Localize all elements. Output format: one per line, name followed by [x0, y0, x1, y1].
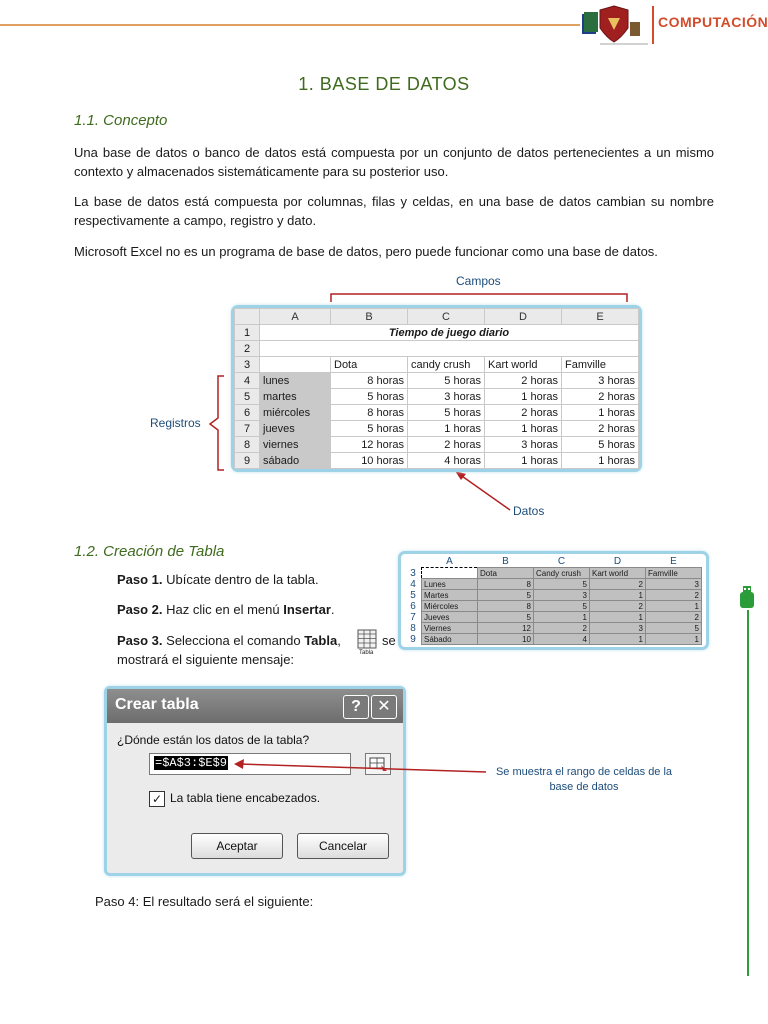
value-cell: 1: [590, 590, 646, 601]
value-cell: 8 horas: [331, 405, 408, 421]
value-cell: 5 horas: [331, 389, 408, 405]
col-header: A: [260, 309, 331, 325]
field-name: Kart world: [590, 568, 646, 579]
row-number: 4: [405, 579, 422, 590]
value-cell: 1 horas: [562, 453, 639, 469]
label-datos: Datos: [513, 504, 545, 518]
step-4: Paso 4: El resultado será el siguiente:: [95, 894, 314, 909]
side-rule: [747, 610, 749, 976]
help-button[interactable]: ?: [343, 695, 369, 719]
field-name: Candy crush: [534, 568, 590, 579]
day-cell: martes: [260, 389, 331, 405]
value-cell: 10: [478, 634, 534, 645]
table-icon-caption: Tabla: [359, 650, 374, 656]
step-1: [117, 572, 319, 587]
day-cell: Miércoles: [422, 601, 478, 612]
value-cell: 1: [534, 612, 590, 623]
day-cell: jueves: [260, 421, 331, 437]
excel-sheet-figure: [231, 305, 642, 472]
value-cell: 3 horas: [408, 389, 485, 405]
table-row: [405, 612, 702, 623]
value-cell: 4 horas: [408, 453, 485, 469]
row-number: 7: [235, 421, 260, 437]
step-3-cont-2: mostrará el siguiente mensaje:: [117, 652, 295, 667]
value-cell: 1: [590, 634, 646, 645]
col-header: C: [534, 556, 590, 568]
range-input-value: =$A$3:$E$9: [155, 756, 228, 770]
step-3-label: Paso 3.: [117, 633, 163, 648]
table-row: [235, 389, 639, 405]
corner-cell: [405, 556, 422, 568]
excel-sheet-table: [234, 308, 639, 469]
step-3-end: ,: [337, 633, 341, 648]
selected-sheet-table: [405, 556, 702, 645]
paragraph-3: Microsoft Excel no es un programa de base de datos, pero puede funcionar como una base de datos.: [74, 244, 658, 259]
value-cell: 1 horas: [485, 421, 562, 437]
value-cell: 3: [590, 623, 646, 634]
col-header: D: [485, 309, 562, 325]
table-grid-icon: [357, 629, 377, 649]
step-3: [117, 633, 341, 648]
dialog-question: ¿Dónde están los datos de la tabla?: [117, 733, 310, 747]
step-2-bold: Insertar: [283, 602, 331, 617]
value-cell: 3: [646, 579, 702, 590]
field-name: candy crush: [408, 357, 485, 373]
value-cell: 2: [590, 579, 646, 590]
value-cell: 5 horas: [408, 373, 485, 389]
range-annotation: Se muestra el rango de celdas de la base de datos: [495, 766, 673, 793]
value-cell: 2 horas: [485, 373, 562, 389]
field-name: Dota: [331, 357, 408, 373]
col-header: A: [422, 556, 478, 568]
value-cell: 2: [590, 601, 646, 612]
table-row: [235, 453, 639, 469]
row-number: 2: [235, 341, 260, 357]
row-number: 9: [405, 634, 422, 645]
col-header: D: [590, 556, 646, 568]
table-row: [235, 373, 639, 389]
row-number: 8: [235, 437, 260, 453]
step-2-text: Haz clic en el menú: [162, 602, 284, 617]
step-2-label: Paso 2.: [117, 602, 163, 617]
value-cell: 2 horas: [408, 437, 485, 453]
step-1-label: Paso 1.: [117, 572, 163, 587]
step-1-text: Ubícate dentro de la tabla.: [162, 572, 319, 587]
row-number: 1: [235, 325, 260, 341]
day-cell: Lunes: [422, 579, 478, 590]
value-cell: 8: [478, 601, 534, 612]
col-header: B: [331, 309, 408, 325]
table-row: [235, 437, 639, 453]
label-registros: Registros: [150, 416, 201, 430]
table-row: [405, 634, 702, 645]
active-cell: [422, 568, 478, 579]
step-2: [117, 602, 335, 617]
table-row: [405, 590, 702, 601]
corner-cell: [235, 309, 260, 325]
range-annotation-arrow: [230, 756, 490, 780]
row-number: 4: [235, 373, 260, 389]
label-campos: Campos: [456, 274, 501, 288]
row-number: 5: [235, 389, 260, 405]
value-cell: 3 horas: [485, 437, 562, 453]
day-cell: lunes: [260, 373, 331, 389]
value-cell: 2: [646, 612, 702, 623]
value-cell: 1 horas: [485, 453, 562, 469]
day-cell: viernes: [260, 437, 331, 453]
value-cell: 5: [478, 590, 534, 601]
headers-checkbox[interactable]: ✓: [149, 791, 165, 807]
row-number: 5: [405, 590, 422, 601]
table-row: [405, 579, 702, 590]
field-name: Dota: [478, 568, 534, 579]
page-title: 1. BASE DE DATOS: [298, 74, 470, 94]
subtitle-concepto: 1.1. Concepto: [74, 112, 168, 129]
col-header: C: [408, 309, 485, 325]
table-row: [235, 405, 639, 421]
paragraph-2: La base de datos está compuesta por columnas, filas y celdas, en una base de datos cambian su nombre respectivamente a campo, registro y dato.: [74, 194, 714, 228]
table-row: [405, 623, 702, 634]
day-cell: Sábado: [422, 634, 478, 645]
close-button[interactable]: ✕: [371, 695, 397, 719]
day-cell: miércoles: [260, 405, 331, 421]
value-cell: 3: [534, 590, 590, 601]
create-table-dialog: [104, 686, 406, 876]
value-cell: 12 horas: [331, 437, 408, 453]
table-row: [405, 601, 702, 612]
row-number: 9: [235, 453, 260, 469]
row-number: 6: [405, 601, 422, 612]
accept-button[interactable]: Aceptar: [191, 833, 283, 859]
value-cell: 5: [646, 623, 702, 634]
day-cell: sábado: [260, 453, 331, 469]
row-number: 6: [235, 405, 260, 421]
field-name: Famville: [562, 357, 639, 373]
value-cell: 4: [534, 634, 590, 645]
field-name: Kart world: [485, 357, 562, 373]
step-3-text: Selecciona el comando: [162, 633, 305, 648]
row-number: 3: [405, 568, 422, 579]
value-cell: 1 horas: [485, 389, 562, 405]
col-header: B: [478, 556, 534, 568]
day-cell: Jueves: [422, 612, 478, 623]
dialog-title: Crear tabla: [115, 696, 199, 713]
headers-checkbox-label: La tabla tiene encabezados.: [170, 791, 321, 805]
paragraph-1: Una base de datos o banco de datos está compuesta por un conjunto de datos pertenecientes a un mismo contexto y almacenados sistemáticamente para su posterior uso.: [74, 145, 714, 179]
field-name: Famville: [646, 568, 702, 579]
value-cell: 1 horas: [408, 421, 485, 437]
value-cell: 1: [590, 612, 646, 623]
value-cell: 5 horas: [408, 405, 485, 421]
step-3-bold: Tabla: [304, 633, 338, 648]
header-rule: [0, 24, 580, 26]
value-cell: 1: [646, 634, 702, 645]
value-cell: 5: [534, 601, 590, 612]
value-cell: 5 horas: [331, 421, 408, 437]
value-cell: 2: [646, 590, 702, 601]
col-header: E: [646, 556, 702, 568]
value-cell: 5: [478, 612, 534, 623]
value-cell: 2: [534, 623, 590, 634]
value-cell: 8 horas: [331, 373, 408, 389]
value-cell: 2 horas: [562, 389, 639, 405]
row-number: 7: [405, 612, 422, 623]
header-separator: [652, 6, 654, 44]
sheet-title: Tiempo de juego diario: [260, 325, 639, 341]
value-cell: 5 horas: [562, 437, 639, 453]
usb-icon: [739, 586, 755, 612]
empty-cell: [260, 357, 331, 373]
value-cell: 8: [478, 579, 534, 590]
value-cell: 5: [534, 579, 590, 590]
value-cell: 12: [478, 623, 534, 634]
selected-sheet-figure: [398, 551, 709, 650]
value-cell: 10 horas: [331, 453, 408, 469]
step-3-cont-1: se: [382, 633, 396, 648]
empty-row: [260, 341, 639, 357]
cancel-button[interactable]: Cancelar: [297, 833, 389, 859]
value-cell: 2 horas: [485, 405, 562, 421]
row-number: 3: [235, 357, 260, 373]
value-cell: 2 horas: [562, 421, 639, 437]
row-number: 8: [405, 623, 422, 634]
value-cell: 1: [646, 601, 702, 612]
header-title: COMPUTACIÓN: [658, 14, 768, 30]
col-header: E: [562, 309, 639, 325]
school-logo-icon: [580, 4, 652, 46]
value-cell: 3 horas: [562, 373, 639, 389]
table-row: [235, 421, 639, 437]
subtitle-creacion: 1.2. Creación de Tabla: [74, 543, 225, 560]
day-cell: Martes: [422, 590, 478, 601]
value-cell: 1 horas: [562, 405, 639, 421]
day-cell: Viernes: [422, 623, 478, 634]
step-2-end: .: [330, 602, 335, 617]
